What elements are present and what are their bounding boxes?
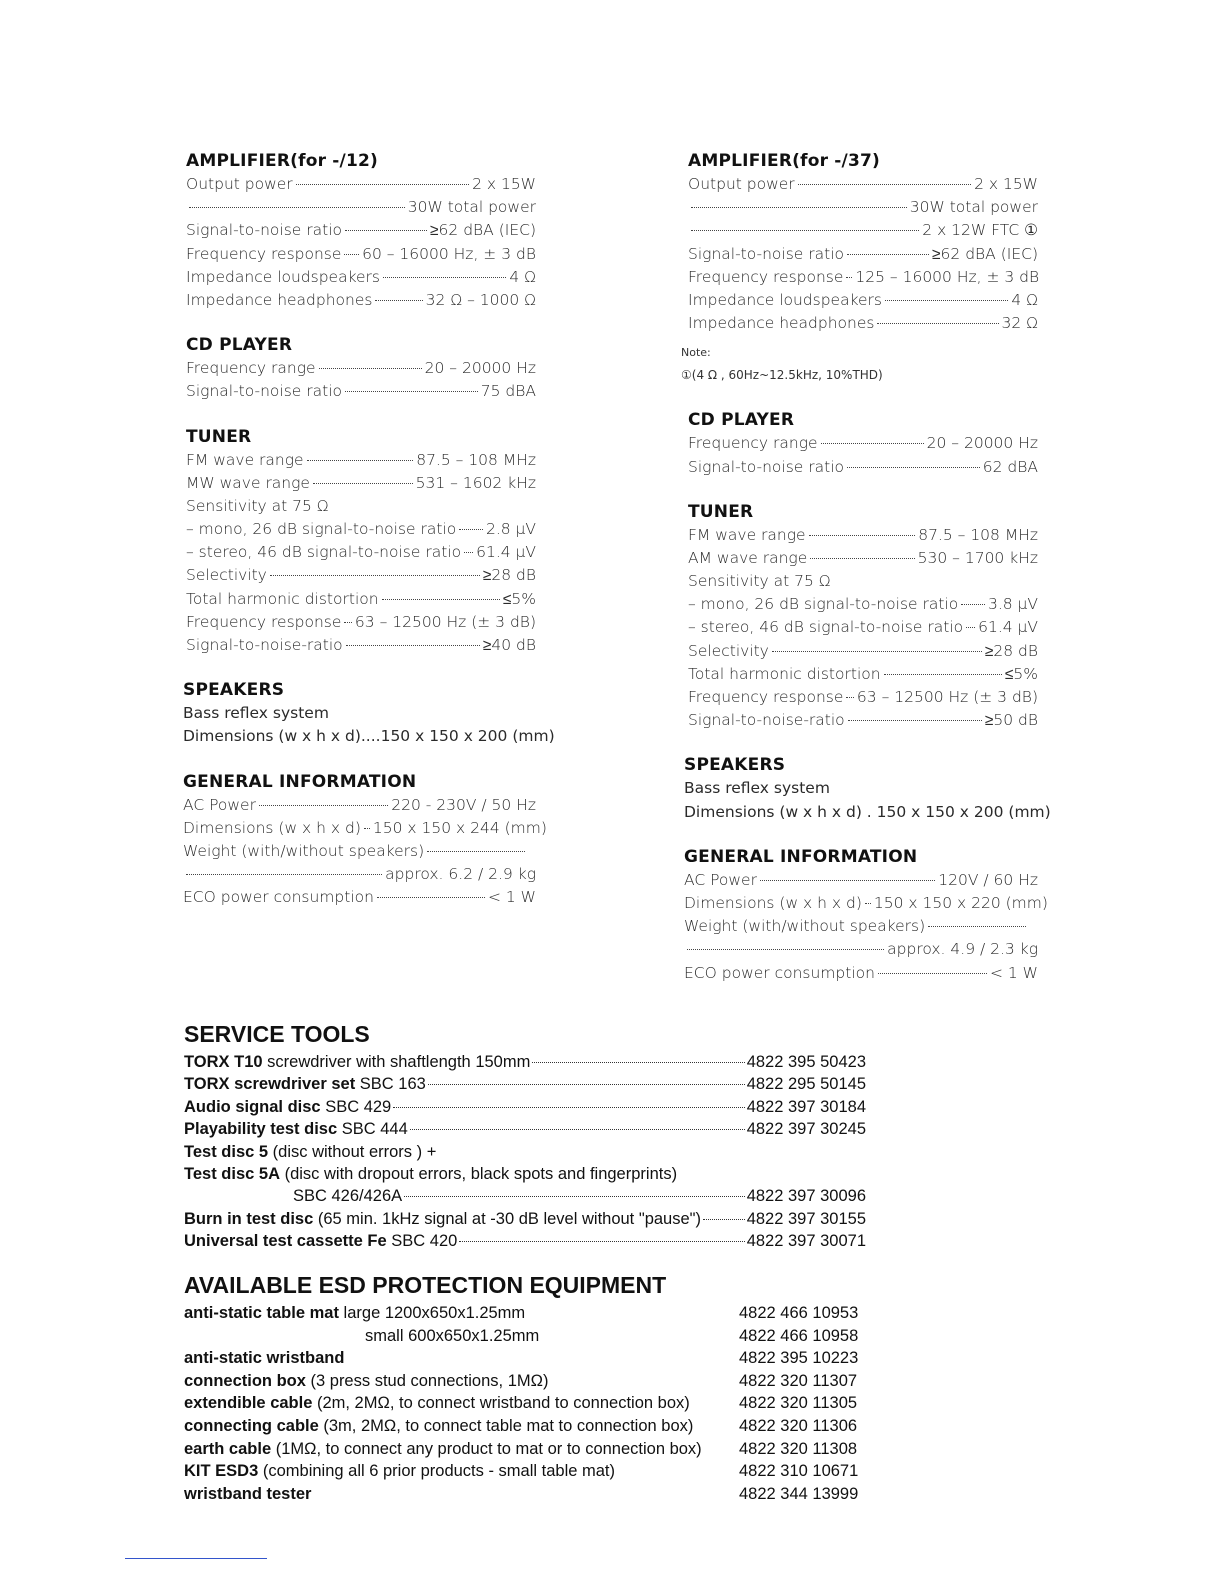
part-number: 4822 466 10953	[739, 1304, 859, 1322]
spec-label: Frequency response	[688, 267, 844, 286]
tool-desc: SBC 420	[386, 1232, 458, 1251]
spec-row	[186, 380, 536, 403]
esd-list	[184, 1302, 884, 1505]
dot-leader	[760, 880, 935, 881]
tool-name	[184, 1208, 701, 1230]
esd-item-bold: wristband tester	[184, 1484, 312, 1503]
dot-leader	[703, 1219, 745, 1220]
esd-section	[184, 1268, 884, 1505]
spec-value: ≤5%	[1004, 664, 1038, 683]
esd-row	[184, 1415, 884, 1438]
spec-row	[688, 266, 1038, 289]
tool-name	[184, 1073, 426, 1095]
note-label: Note:	[681, 346, 711, 360]
tool-desc: (disc without errors ) +	[268, 1142, 437, 1161]
tuner-heading: TUNER	[688, 501, 754, 522]
spec-label: Signal-to-noise ratio	[688, 244, 844, 263]
esd-item-desc: large 1200x650x1.25mm	[338, 1304, 526, 1322]
dot-leader	[877, 323, 998, 324]
esd-item-bold: KIT ESD3	[184, 1462, 259, 1481]
spec-row	[684, 915, 1029, 938]
tool-name-bold: Test disc 5A	[184, 1164, 280, 1183]
esd-row	[184, 1302, 884, 1325]
spec-value: 220 - 230V / 50 Hz	[391, 795, 536, 814]
dot-leader	[459, 1241, 744, 1242]
spec-row	[684, 869, 1038, 892]
spec-label: Signal-to-noise ratio	[186, 221, 342, 240]
dot-leader	[375, 300, 422, 301]
spec-label: Signal-to-noise-ratio	[186, 636, 343, 654]
tool-row	[184, 1208, 866, 1230]
tool-row	[184, 1051, 866, 1073]
spec-row	[684, 962, 1038, 985]
tool-name-bold: TORX T10	[184, 1053, 263, 1071]
left-spec-column	[183, 150, 555, 910]
spec-row	[186, 634, 536, 657]
dot-leader	[966, 627, 975, 628]
dot-leader	[377, 897, 485, 898]
spec-value: 2 x 15W	[472, 175, 536, 193]
part-number: 4822 344 13999	[739, 1484, 859, 1503]
footer-link-underline	[125, 1558, 267, 1559]
speakers-line: Bass reflex system	[684, 779, 830, 798]
speakers-heading: SPEAKERS	[684, 755, 786, 776]
spec-value: < 1 W	[487, 888, 536, 907]
spec-row	[684, 938, 1038, 961]
spec-value: 63 – 12500 Hz (± 3 dB)	[354, 612, 536, 631]
part-number: 4822 395 50423	[746, 1053, 866, 1071]
dot-leader	[393, 1107, 744, 1108]
esd-item-bold: connection box	[184, 1371, 306, 1390]
dot-leader	[313, 483, 413, 484]
dot-leader	[687, 949, 884, 950]
spec-value: 30W total power	[407, 198, 536, 217]
tool-row	[184, 1118, 866, 1140]
general-info-spec-list	[684, 869, 1048, 985]
esd-row	[184, 1483, 884, 1506]
spec-row	[186, 495, 536, 518]
spec-label: Frequency response	[186, 612, 342, 631]
dot-leader	[296, 184, 469, 185]
tool-name-bold: Playability test disc	[184, 1120, 338, 1139]
dot-leader	[810, 558, 914, 559]
part-number: 4822 320 11306	[739, 1416, 858, 1435]
spec-label: Frequency range	[186, 359, 316, 378]
esd-item-desc: (3 press stud connections, 1MΩ)	[305, 1371, 549, 1390]
spec-row	[688, 547, 1038, 570]
esd-item	[184, 1483, 739, 1506]
spec-value: ≥50 dB	[984, 711, 1038, 730]
spec-label: Impedance loudspeakers	[688, 290, 882, 309]
spec-row	[183, 817, 547, 840]
tool-desc: (disc with dropout errors, black spots and fingerprints)	[279, 1164, 678, 1183]
spec-row	[186, 518, 536, 541]
spec-value: 2 x 15W	[974, 175, 1038, 193]
spec-row	[688, 524, 1038, 547]
esd-item	[184, 1302, 739, 1325]
spec-row	[688, 196, 1038, 219]
tool-desc: SBC 426/426A	[293, 1187, 403, 1206]
right-spec-column	[681, 150, 1051, 985]
esd-item-bold: anti-static wristband	[184, 1349, 345, 1368]
spec-label: AC Power	[183, 795, 256, 814]
tool-row	[184, 1096, 866, 1118]
spec-label: – mono, 26 dB signal-to-noise ratio	[688, 595, 959, 614]
dot-leader	[259, 805, 388, 806]
spec-row	[688, 593, 1038, 616]
spec-label: Selectivity	[186, 566, 267, 585]
spec-value: 61.4 μV	[476, 543, 536, 562]
esd-item-desc: (3m, 2MΩ, to connect table mat to connection box)	[318, 1416, 694, 1435]
cd-player-heading: CD PLAYER	[186, 335, 293, 356]
spec-value: 120V / 60 Hz	[938, 870, 1038, 889]
dot-leader	[344, 254, 359, 255]
dot-leader	[847, 467, 980, 468]
part-number: 4822 397 30155	[746, 1209, 866, 1228]
spec-value: 30W total power	[909, 198, 1038, 217]
spec-row	[186, 541, 536, 564]
spec-label: Impedance headphones	[186, 290, 373, 309]
dot-leader	[798, 184, 971, 185]
tool-name-bold: TORX screwdriver set	[184, 1075, 356, 1094]
dot-leader	[428, 1084, 745, 1085]
general-info-heading: GENERAL INFORMATION	[684, 846, 918, 867]
esd-item-bold: extendible cable	[184, 1394, 313, 1413]
part-number: 4822 397 30096	[746, 1187, 866, 1206]
spec-value: 62 dBA	[982, 457, 1038, 476]
dot-leader	[961, 604, 985, 605]
dot-leader	[821, 443, 924, 444]
esd-item	[184, 1392, 739, 1415]
part-number: 4822 397 30071	[746, 1232, 866, 1251]
esd-item	[184, 1460, 739, 1483]
spec-label: Selectivity	[688, 641, 769, 660]
spec-label: AM wave range	[688, 548, 808, 567]
esd-item-bold: earth cable	[184, 1439, 272, 1458]
amplifier-spec-list	[688, 173, 1038, 335]
spec-value: 3.8 μV	[987, 595, 1038, 614]
dot-leader	[383, 277, 506, 278]
dot-leader	[846, 277, 852, 278]
tool-name-bold: Universal test cassette Fe	[184, 1232, 387, 1251]
amplifier-heading: AMPLIFIER(for -/12)	[186, 151, 378, 171]
spec-row	[688, 312, 1038, 335]
part-number: 4822 397 30184	[746, 1097, 866, 1116]
spec-value: ≥62 dBA (IEC)	[430, 221, 536, 240]
tool-desc: screwdriver with shaftlength 150mm	[262, 1053, 531, 1071]
dot-leader	[319, 368, 422, 369]
spec-row	[186, 564, 536, 587]
esd-item-bold: connecting cable	[184, 1416, 319, 1435]
amplifier-heading: AMPLIFIER(for -/37)	[688, 151, 880, 171]
tool-row	[184, 1163, 866, 1185]
tool-desc: SBC 444	[337, 1120, 408, 1139]
esd-item	[184, 1347, 739, 1370]
part-number: 4822 310 10671	[739, 1462, 859, 1481]
tool-row	[184, 1073, 866, 1095]
tuner-spec-list	[186, 449, 536, 658]
spec-value: ≥62 dBA (IEC)	[932, 244, 1038, 263]
tool-row	[184, 1230, 866, 1252]
dot-leader	[464, 552, 473, 553]
esd-row	[184, 1347, 884, 1370]
tool-name	[184, 1051, 530, 1073]
spec-value: ≥40 dB	[482, 636, 536, 654]
spec-row	[186, 357, 536, 380]
spec-value: 87.5 – 108 MHz	[918, 525, 1038, 544]
esd-row	[184, 1438, 884, 1461]
spec-label: MW wave range	[186, 473, 310, 492]
tuner-heading: TUNER	[186, 426, 252, 447]
spec-label: Impedance loudspeakers	[186, 267, 380, 286]
dot-leader	[691, 230, 919, 231]
esd-row	[184, 1325, 884, 1348]
part-number: 4822 295 50145	[746, 1075, 866, 1094]
spec-value: 530 – 1700 kHz	[917, 548, 1038, 567]
esd-item-bold: anti-static table mat	[184, 1304, 339, 1322]
speakers-dimensions: Dimensions (w x h x d)....150 x 150 x 200 (mm)	[183, 727, 555, 746]
spec-label: Output power	[688, 175, 795, 193]
spec-label: ECO power consumption	[684, 963, 875, 982]
spec-row	[186, 611, 536, 634]
spec-row	[183, 794, 536, 817]
spec-value: 125 – 16000 Hz, ± 3 dB	[855, 267, 1040, 286]
spec-label: Weight (with/without speakers)	[684, 917, 926, 936]
tool-name-bold: Burn in test disc	[184, 1209, 314, 1228]
dot-leader	[691, 207, 907, 208]
spec-value: 60 – 16000 Hz, ± 3 dB	[362, 244, 536, 263]
spec-label: Total harmonic distortion	[688, 664, 881, 683]
tuner-spec-list	[688, 524, 1038, 733]
service-tools-heading: SERVICE TOOLS	[184, 1021, 370, 1047]
spec-row	[186, 219, 536, 242]
dot-leader	[270, 575, 480, 576]
dot-leader	[772, 651, 982, 652]
part-number: 4822 320 11308	[739, 1439, 858, 1458]
esd-item-desc: (2m, 2MΩ, to connect wristband to connection box)	[312, 1394, 690, 1413]
spec-value: ≥28 dB	[482, 566, 536, 585]
spec-row	[688, 432, 1038, 455]
spec-value: 87.5 – 108 MHz	[416, 450, 536, 469]
spec-row	[186, 196, 536, 219]
spec-value: 4 Ω	[1011, 290, 1038, 309]
spec-value: < 1 W	[989, 963, 1038, 982]
esd-row	[184, 1392, 884, 1415]
speakers-dimensions: Dimensions (w x h x d) . 150 x 150 x 200 (mm)	[684, 802, 1051, 821]
spec-label: Frequency response	[688, 688, 844, 706]
spec-value: 32 Ω – 1000 Ω	[425, 290, 536, 309]
spec-label: FM wave range	[688, 525, 806, 544]
dot-leader	[846, 697, 854, 698]
esd-item-desc: small 600x650x1.25mm	[365, 1326, 540, 1345]
spec-label: Weight (with/without speakers)	[183, 841, 425, 860]
dot-leader	[410, 1129, 745, 1130]
spec-row	[186, 472, 536, 495]
tool-name	[184, 1163, 677, 1185]
spec-label: Signal-to-noise ratio	[688, 457, 844, 476]
spec-label: AC Power	[684, 870, 757, 889]
dot-leader	[382, 599, 500, 600]
spec-row	[688, 456, 1038, 479]
dot-leader	[346, 645, 480, 646]
dot-leader	[427, 851, 525, 852]
part-number: 4822 466 10958	[739, 1326, 859, 1345]
dot-leader	[364, 828, 370, 829]
dot-leader	[189, 207, 405, 208]
dot-leader	[345, 391, 478, 392]
spec-value: 32 Ω	[1001, 314, 1038, 333]
spec-label: Frequency response	[186, 244, 342, 263]
spec-value: 20 – 20000 Hz	[424, 359, 536, 378]
dot-leader	[848, 720, 982, 721]
amplifier-spec-list	[186, 173, 536, 312]
spec-row	[688, 173, 1038, 196]
tool-row	[184, 1141, 866, 1163]
spec-row	[688, 709, 1038, 732]
general-info-spec-list	[183, 794, 547, 910]
cd-player-spec-list	[186, 357, 536, 403]
spec-label: ECO power consumption	[183, 888, 374, 907]
spec-row	[688, 570, 1038, 593]
part-number: 4822 320 11305	[739, 1394, 858, 1413]
esd-item-desc: (combining all 6 prior products - small table mat)	[258, 1462, 615, 1481]
spec-row	[688, 219, 1038, 242]
spec-label: Impedance headphones	[688, 314, 875, 333]
dot-leader	[344, 622, 352, 623]
spec-value: 63 – 12500 Hz (± 3 dB)	[856, 688, 1038, 706]
tool-desc: (65 min. 1kHz signal at -30 dB level without "pause")	[313, 1209, 702, 1228]
spec-row	[186, 173, 536, 196]
spec-value: 2 x 12W FTC ①	[922, 221, 1038, 240]
spec-row	[688, 640, 1038, 663]
cd-player-heading: CD PLAYER	[688, 410, 795, 431]
spec-value: ≥28 dB	[984, 641, 1038, 660]
service-tools-list	[184, 1051, 866, 1253]
tool-desc: SBC 429	[320, 1097, 392, 1116]
esd-item-desc: (1MΩ, to connect any product to mat or to connection box)	[271, 1439, 702, 1458]
spec-label: Dimensions (w x h x d)	[183, 818, 361, 837]
tool-name-bold: Audio signal disc	[184, 1097, 321, 1116]
tool-name	[184, 1141, 436, 1163]
spec-row	[183, 863, 536, 886]
spec-value: 75 dBA	[480, 382, 536, 401]
part-number: 4822 320 11307	[739, 1371, 858, 1390]
dot-leader	[878, 973, 987, 974]
dot-leader	[928, 926, 1026, 927]
spec-row	[183, 886, 536, 909]
part-number: 4822 395 10223	[739, 1349, 859, 1368]
tool-desc: SBC 163	[355, 1075, 426, 1094]
dot-leader	[532, 1062, 744, 1063]
dot-leader	[809, 535, 916, 536]
spec-row	[688, 243, 1038, 266]
spec-label: Signal-to-noise-ratio	[688, 711, 845, 730]
tool-name	[184, 1230, 457, 1252]
tool-row	[184, 1185, 866, 1207]
spec-value: 2.8 μV	[485, 520, 536, 539]
esd-row	[184, 1460, 884, 1483]
dot-leader	[307, 460, 414, 461]
esd-item	[184, 1370, 739, 1393]
service-tools-section	[184, 1017, 866, 1253]
spec-row	[186, 588, 536, 611]
spec-label: Signal-to-noise ratio	[186, 382, 342, 401]
tool-name	[184, 1118, 408, 1140]
part-number: 4822 397 30245	[746, 1120, 866, 1139]
spec-label: Dimensions (w x h x d)	[684, 893, 862, 912]
speakers-heading: SPEAKERS	[183, 680, 285, 701]
speakers-line: Bass reflex system	[183, 704, 329, 723]
spec-row	[688, 289, 1038, 312]
general-info-heading: GENERAL INFORMATION	[183, 771, 417, 792]
dot-leader	[459, 529, 483, 530]
dot-leader	[884, 674, 1002, 675]
dot-leader	[186, 874, 382, 875]
spec-value: ≤5%	[502, 589, 536, 608]
spec-value: 150 x 150 x 220 (mm)	[873, 893, 1048, 912]
dot-leader	[847, 254, 929, 255]
spec-label: – stereo, 46 dB signal-to-noise ratio	[688, 618, 964, 637]
spec-value: approx. 6.2 / 2.9 kg	[385, 865, 536, 884]
note-text: ①(4 Ω , 60Hz~12.5kHz, 10%THD)	[681, 368, 883, 383]
cd-player-spec-list	[688, 432, 1038, 478]
spec-label: – mono, 26 dB signal-to-noise ratio	[186, 520, 457, 539]
tool-name-bold: Test disc 5	[184, 1142, 269, 1161]
spec-row	[183, 840, 528, 863]
spec-row	[186, 266, 536, 289]
spec-value: 61.4 μV	[978, 618, 1038, 637]
esd-item	[184, 1438, 739, 1461]
spec-label: FM wave range	[186, 450, 304, 469]
spec-value: 531 – 1602 kHz	[415, 473, 536, 492]
spec-row	[186, 243, 536, 266]
spec-row	[688, 616, 1038, 639]
dot-leader	[345, 230, 427, 231]
spec-row	[688, 686, 1038, 709]
dot-leader	[885, 300, 1008, 301]
tool-name	[184, 1096, 391, 1118]
spec-row	[688, 663, 1038, 686]
spec-row	[186, 449, 536, 472]
spec-row	[186, 289, 536, 312]
spec-label: Total harmonic distortion	[186, 589, 379, 608]
tool-name	[184, 1185, 402, 1207]
esd-heading: AVAILABLE ESD PROTECTION EQUIPMENT	[184, 1272, 667, 1298]
spec-value: 20 – 20000 Hz	[926, 434, 1038, 453]
spec-label: Output power	[186, 175, 293, 193]
spec-value: 4 Ω	[509, 267, 536, 286]
dot-leader	[865, 903, 871, 904]
spec-row	[684, 892, 1048, 915]
spec-label: Sensitivity at 75 Ω	[688, 572, 831, 591]
esd-item	[184, 1415, 739, 1438]
dot-leader	[404, 1196, 745, 1197]
esd-row	[184, 1370, 884, 1393]
spec-value: approx. 4.9 / 2.3 kg	[887, 940, 1038, 959]
esd-item	[184, 1325, 739, 1348]
spec-label: Sensitivity at 75 Ω	[186, 496, 329, 515]
spec-label: – stereo, 46 dB signal-to-noise ratio	[186, 543, 462, 562]
spec-value: 150 x 150 x 244 (mm)	[372, 818, 547, 837]
spec-label: Frequency range	[688, 434, 818, 453]
